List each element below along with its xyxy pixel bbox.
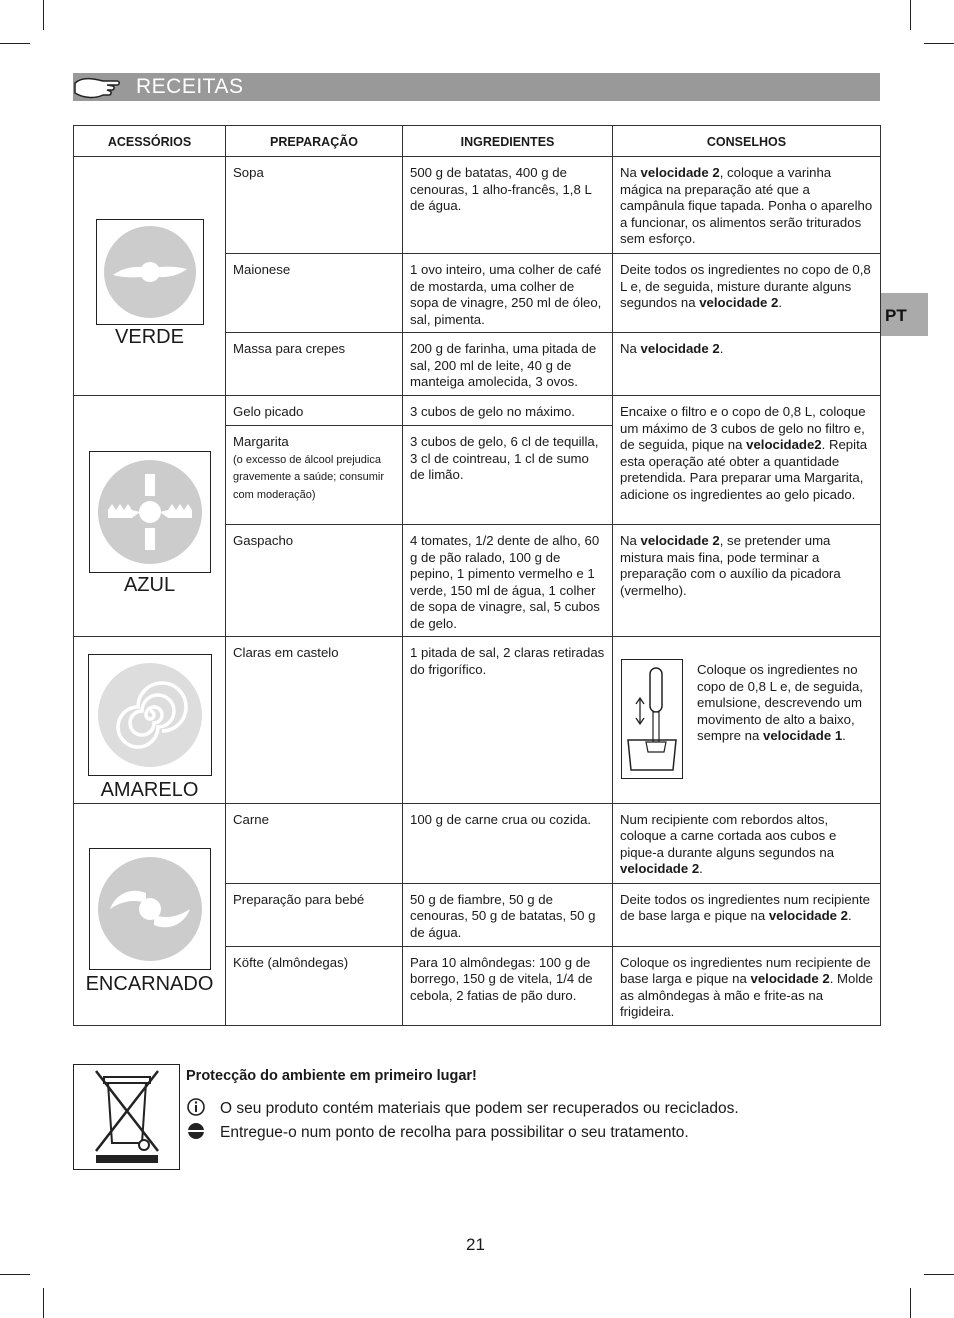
accessory-cell-amarelo bbox=[74, 637, 226, 804]
column-header: CONSELHOS bbox=[613, 126, 881, 157]
prep-cell: Preparação para bebé bbox=[226, 883, 403, 946]
accessory-cell-azul bbox=[74, 396, 226, 637]
page-number: 21 bbox=[466, 1235, 485, 1254]
spiral-whisk-disc-icon bbox=[88, 654, 212, 776]
accessory-cell-encarnado bbox=[74, 803, 226, 1025]
ice-crusher-blade-icon bbox=[89, 451, 211, 573]
tip-cell: Deite todos os ingredientes num recipiente de base larga e pique na velocidade 2. bbox=[613, 883, 881, 946]
ingredients-cell: 1 ovo inteiro, uma colher de café de mostarda, uma colher de sopa de vinagre, 250 ml de óleo, sal, pimenta. bbox=[403, 254, 613, 333]
crop-mark bbox=[0, 43, 30, 44]
prep-cell: Gelo picado bbox=[226, 396, 403, 426]
prep-cell: Claras em castelo bbox=[226, 637, 403, 804]
tip-cell: Coloque os ingredientes no copo de 0,8 L e, de seguida, emulsione, descrevendo um movimento de alto a baixo, sempre na velocidade 1. bbox=[613, 637, 881, 804]
ingredients-cell: 100 g de carne crua ou cozida. bbox=[403, 803, 613, 883]
prep-cell: Maionese bbox=[226, 254, 403, 333]
column-header: ACESSÓRIOS bbox=[74, 126, 226, 157]
arrow-circle-icon bbox=[186, 1121, 206, 1141]
tip-cell: Coloque os ingredientes num recipiente de base larga e pique na velocidade 2. Molde as almôndegas à mão e frite-as na frigideira. bbox=[613, 946, 881, 1025]
accessory-label: AZUL bbox=[123, 574, 176, 596]
ingredients-cell: 500 g de batatas, 400 g de cenouras, 1 alho-francês, 1,8 L de água. bbox=[403, 157, 613, 254]
table-row bbox=[74, 396, 881, 426]
page-title: RECEITAS bbox=[136, 75, 244, 98]
prep-cell: Köfte (almôndegas) bbox=[226, 946, 403, 1025]
ingredients-cell: 3 cubos de gelo no máximo. bbox=[403, 396, 613, 426]
blade-disc-icon bbox=[96, 219, 204, 325]
table-header-row bbox=[74, 126, 881, 157]
accessory-label: VERDE bbox=[115, 326, 184, 348]
hand-blender-in-bowl-icon bbox=[621, 659, 683, 779]
environment-line-1: O seu produto contém materiais que podem ser recuperados ou reciclados. bbox=[186, 1097, 739, 1118]
tip-cell: Na velocidade 2. bbox=[613, 333, 881, 396]
crop-mark bbox=[43, 1288, 44, 1318]
section-header bbox=[73, 73, 880, 101]
tip-cell: Na velocidade 2, coloque a varinha mágica na preparação até que a campânula fique tapada. Ponha o aparelho a funcionar, os alimentos serão triturados sem esforço. bbox=[613, 157, 881, 254]
table-row bbox=[74, 157, 881, 254]
ingredients-cell: 50 g de fiambre, 50 g de cenouras, 50 g de batatas, 50 g de água. bbox=[403, 883, 613, 946]
crossed-out-wheelie-bin-icon bbox=[73, 1064, 180, 1170]
language-tab bbox=[881, 293, 928, 336]
chopper-blade-disc-icon bbox=[89, 848, 211, 970]
prep-cell: Carne bbox=[226, 803, 403, 883]
ingredients-cell: 200 g de farinha, uma pitada de sal, 200 ml de leite, 40 g de manteiga amolecida, 3 ovos. bbox=[403, 333, 613, 396]
crop-mark bbox=[924, 43, 954, 44]
tip-cell: Na velocidade 2, se pretender uma mistura mais fina, pode terminar a preparação com o auxílio da picadora (vermelho). bbox=[613, 525, 881, 637]
recipe-table bbox=[73, 125, 881, 1026]
ingredients-cell: 4 tomates, 1/2 dente de alho, 60 g de pão ralado, 100 g de pepino, 1 pimento vermelho e 1 verde, 150 ml de água, 1 colher de sopa de vinagre, sal, 5 cubos de gelo. bbox=[403, 525, 613, 637]
table-row bbox=[74, 803, 881, 883]
crop-mark bbox=[910, 0, 911, 30]
environment-line-2: Entregue-o num ponto de recolha para possibilitar o seu tratamento. bbox=[186, 1121, 689, 1142]
info-icon bbox=[186, 1097, 206, 1117]
crop-mark bbox=[0, 1274, 30, 1275]
column-header: PREPARAÇÃO bbox=[226, 126, 403, 157]
environment-title: Protecção do ambiente em primeiro lugar! bbox=[186, 1068, 477, 1084]
crop-mark bbox=[924, 1274, 954, 1275]
prep-note: (o excesso de álcool prejudica gravemente a saúde; consumir com moderação) bbox=[233, 453, 385, 501]
accessory-label: ENCARNADO bbox=[85, 972, 214, 995]
ingredients-cell: 3 cubos de gelo, 6 cl de tequilla, 3 cl de cointreau, 1 cl de sumo de limão. bbox=[403, 426, 613, 525]
prep-cell: Sopa bbox=[226, 157, 403, 254]
hand-pointer-icon bbox=[73, 73, 123, 101]
accessory-cell-verde bbox=[74, 157, 226, 396]
ingredients-cell: Para 10 almôndegas: 100 g de borrego, 150 g de vitela, 1/4 de cebola, 2 fatias de pão duro. bbox=[403, 946, 613, 1025]
prep-cell: Gaspacho bbox=[226, 525, 403, 637]
ingredients-cell: 1 pitada de sal, 2 claras retiradas do frigorífico. bbox=[403, 637, 613, 804]
table-row bbox=[74, 637, 881, 804]
prep-cell: Massa para crepes bbox=[226, 333, 403, 396]
prep-cell: Margarita (o excesso de álcool prejudica gravemente a saúde; consumir com moderação) bbox=[226, 426, 403, 525]
crop-mark bbox=[43, 0, 44, 30]
column-header: INGREDIENTES bbox=[403, 126, 613, 157]
tip-cell: Deite todos os ingredientes no copo de 0,8 L e, de seguida, misture durante alguns segundos na velocidade 2. bbox=[613, 254, 881, 333]
tip-cell: Encaixe o filtro e o copo de 0,8 L, coloque um máximo de 3 cubos de gelo no filtro e, de seguida, pique na velocidade2. Repita esta operação até obter a quantidade pretendida. Para preparar uma Margarita, adicione os ingredientes ao gelo picado. bbox=[613, 396, 881, 525]
crop-mark bbox=[910, 1288, 911, 1318]
language-tab-label: PT bbox=[885, 306, 907, 325]
tip-cell: Num recipiente com rebordos altos, coloque a carne cortada aos cubos e pique-a durante alguns segundos na velocidade 2. bbox=[613, 803, 881, 883]
accessory-label: AMARELO bbox=[100, 779, 199, 801]
